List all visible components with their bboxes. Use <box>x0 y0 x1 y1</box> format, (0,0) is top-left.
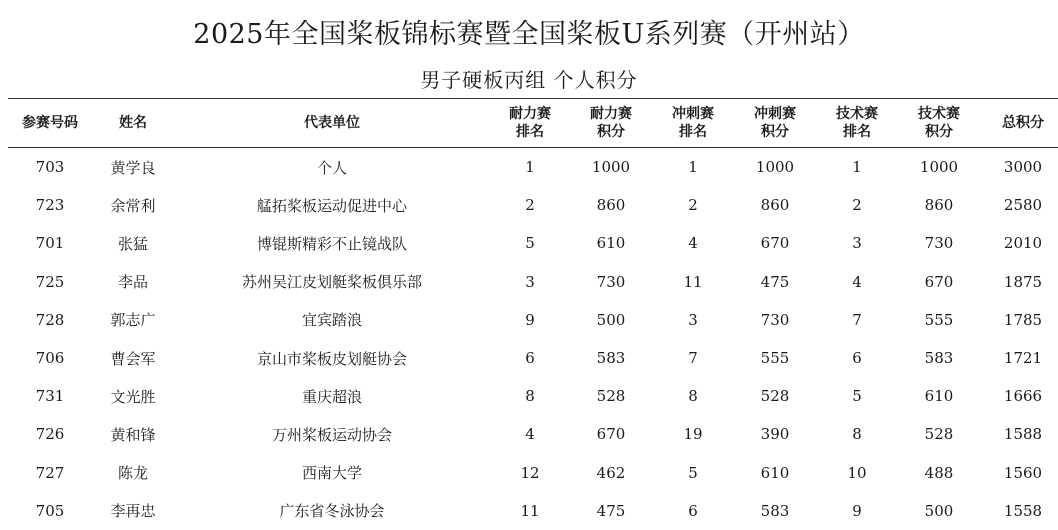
endurance-points-cell: 500 <box>596 310 626 329</box>
column-header-line1: 代表单位 <box>304 115 360 131</box>
column-header-line1: 耐力赛 <box>590 106 632 122</box>
column-header-line1: 参赛号码 <box>22 115 78 131</box>
technical-points-cell: 488 <box>924 463 954 482</box>
column-header-line2: 积分 <box>761 124 789 140</box>
sprint-points-cell: 610 <box>760 463 790 482</box>
endurance-rank-cell: 3 <box>525 272 535 291</box>
total-points-cell: 1666 <box>1003 387 1043 406</box>
column-header-line1: 冲刺赛 <box>754 106 796 122</box>
technical-rank-cell: 1 <box>852 158 862 177</box>
column-header <box>816 99 898 148</box>
column-header <box>570 99 652 148</box>
table-row <box>8 263 1058 301</box>
technical-points-cell: 500 <box>924 501 954 520</box>
sprint-points-cell: 475 <box>760 272 790 291</box>
page-subtitle: 男子硬板丙组 个人积分 <box>420 68 638 92</box>
bib-number-cell: 705 <box>35 501 65 520</box>
sprint-points-cell: 670 <box>760 234 790 253</box>
endurance-points-cell: 1000 <box>591 158 631 177</box>
name-cell: 陈龙 <box>117 464 148 483</box>
sprint-rank-cell: 4 <box>688 234 698 253</box>
technical-rank-cell: 7 <box>852 310 862 329</box>
table-row <box>8 339 1058 377</box>
technical-points-cell: 670 <box>924 272 954 291</box>
column-header-line1: 总积分 <box>1002 115 1044 131</box>
column-header-line2: 积分 <box>925 124 953 140</box>
technical-points-cell: 555 <box>924 310 954 329</box>
sprint-points-cell: 555 <box>760 349 790 368</box>
team-cell: 万州桨板运动协会 <box>271 425 392 444</box>
team-cell: 艋拓桨板运动促进中心 <box>256 196 407 215</box>
bib-number-cell: 706 <box>35 349 65 368</box>
bib-number-cell: 723 <box>35 196 65 215</box>
endurance-points-cell: 583 <box>596 349 626 368</box>
technical-rank-cell: 4 <box>852 272 862 291</box>
column-header-line2: 积分 <box>597 124 625 140</box>
sprint-rank-cell: 3 <box>688 310 698 329</box>
sprint-rank-cell: 2 <box>688 196 698 215</box>
column-header-line2: 排名 <box>679 124 707 140</box>
sprint-rank-cell: 11 <box>683 272 703 291</box>
total-points-cell: 1785 <box>1003 310 1043 329</box>
table-row <box>8 377 1058 415</box>
team-cell: 宜宾踏浪 <box>301 311 362 330</box>
name-cell: 曹会军 <box>110 349 156 368</box>
endurance-points-cell: 860 <box>596 196 626 215</box>
bib-number-cell: 728 <box>35 310 65 329</box>
team-cell: 京山市桨板皮划艇协会 <box>256 349 407 368</box>
team-cell: 重庆超浪 <box>301 387 362 406</box>
sprint-rank-cell: 1 <box>688 158 698 177</box>
table-row <box>8 148 1058 187</box>
total-points-cell: 2010 <box>1003 234 1043 253</box>
technical-rank-cell: 6 <box>852 349 862 368</box>
technical-points-cell: 528 <box>924 425 954 444</box>
total-points-cell: 1558 <box>1003 501 1043 520</box>
page-title: 2025年全国桨板锦标赛暨全国桨板U系列赛（开州站） <box>193 19 865 50</box>
endurance-rank-cell: 9 <box>525 310 535 329</box>
bib-number-cell: 726 <box>35 425 65 444</box>
technical-points-cell: 730 <box>924 234 954 253</box>
team-cell: 西南大学 <box>301 464 362 483</box>
sprint-rank-cell: 19 <box>683 425 703 444</box>
team-cell: 广东省冬泳协会 <box>279 502 385 521</box>
name-cell: 郭志广 <box>110 311 156 330</box>
column-header <box>490 99 570 148</box>
endurance-rank-cell: 11 <box>520 501 540 520</box>
sprint-points-cell: 583 <box>760 501 790 520</box>
total-points-cell: 1875 <box>1003 272 1043 291</box>
table-row <box>8 415 1058 453</box>
name-cell: 李再忠 <box>110 502 156 521</box>
total-points-cell: 1588 <box>1003 425 1043 444</box>
bib-number-cell: 703 <box>35 158 65 177</box>
endurance-rank-cell: 5 <box>525 234 535 253</box>
sprint-rank-cell: 8 <box>688 387 698 406</box>
team-cell: 苏州吴江皮划艇桨板俱乐部 <box>241 273 422 292</box>
sprint-points-cell: 730 <box>760 310 790 329</box>
endurance-points-cell: 610 <box>596 234 626 253</box>
total-points-cell: 1560 <box>1003 463 1043 482</box>
column-header <box>898 99 980 148</box>
technical-points-cell: 583 <box>924 349 954 368</box>
column-header-line2: 排名 <box>843 124 871 140</box>
technical-rank-cell: 10 <box>847 463 867 482</box>
column-header <box>92 99 174 148</box>
name-cell: 黄学良 <box>110 158 156 177</box>
endurance-rank-cell: 6 <box>525 349 535 368</box>
team-cell: 博锟斯精彩不止镜战队 <box>256 234 407 253</box>
table-row <box>8 454 1058 492</box>
sprint-rank-cell: 7 <box>688 349 698 368</box>
endurance-points-cell: 528 <box>596 387 626 406</box>
column-header <box>652 99 734 148</box>
total-points-cell: 3000 <box>1003 158 1043 177</box>
team-cell: 个人 <box>316 158 347 177</box>
name-cell: 文光胜 <box>110 387 156 406</box>
bib-number-cell: 731 <box>35 387 65 406</box>
total-points-cell: 1721 <box>1003 349 1043 368</box>
endurance-points-cell: 462 <box>596 463 626 482</box>
column-header <box>8 99 92 148</box>
endurance-rank-cell: 2 <box>525 196 535 215</box>
sprint-points-cell: 528 <box>760 387 790 406</box>
technical-rank-cell: 9 <box>852 501 862 520</box>
endurance-points-cell: 730 <box>596 272 626 291</box>
technical-points-cell: 860 <box>924 196 954 215</box>
column-header <box>174 99 490 148</box>
endurance-rank-cell: 4 <box>525 425 535 444</box>
sprint-points-cell: 390 <box>760 425 790 444</box>
bib-number-cell: 701 <box>35 234 65 253</box>
endurance-rank-cell: 8 <box>525 387 535 406</box>
name-cell: 张猛 <box>117 234 148 253</box>
endurance-points-cell: 475 <box>596 501 626 520</box>
bib-number-cell: 727 <box>35 463 65 482</box>
technical-points-cell: 1000 <box>919 158 959 177</box>
total-points-cell: 2580 <box>1003 196 1043 215</box>
column-header-line1: 技术赛 <box>918 106 960 122</box>
column-header-line1: 耐力赛 <box>509 106 551 122</box>
column-header-line1: 技术赛 <box>836 106 878 122</box>
column-header-line1: 姓名 <box>119 115 147 131</box>
table-body <box>8 148 1058 530</box>
bib-number-cell: 725 <box>35 272 65 291</box>
column-header-line1: 冲刺赛 <box>672 106 714 122</box>
name-cell: 李品 <box>117 273 148 292</box>
table-row <box>8 301 1058 339</box>
table-row <box>8 224 1058 262</box>
column-header <box>980 99 1058 148</box>
technical-rank-cell: 8 <box>852 425 862 444</box>
technical-rank-cell: 5 <box>852 387 862 406</box>
sprint-rank-cell: 5 <box>688 463 698 482</box>
column-header-line2: 排名 <box>516 124 544 140</box>
header-row <box>8 99 1058 148</box>
table-row <box>8 186 1058 224</box>
name-cell: 余常利 <box>110 196 156 215</box>
results-table <box>8 98 1058 530</box>
column-header <box>734 99 816 148</box>
endurance-points-cell: 670 <box>596 425 626 444</box>
sprint-points-cell: 860 <box>760 196 790 215</box>
technical-rank-cell: 3 <box>852 234 862 253</box>
technical-rank-cell: 2 <box>852 196 862 215</box>
sprint-rank-cell: 6 <box>688 501 698 520</box>
endurance-rank-cell: 12 <box>520 463 540 482</box>
technical-points-cell: 610 <box>924 387 954 406</box>
sprint-points-cell: 1000 <box>755 158 795 177</box>
name-cell: 黄和锋 <box>110 425 156 444</box>
endurance-rank-cell: 1 <box>525 158 535 177</box>
table-row <box>8 492 1058 530</box>
